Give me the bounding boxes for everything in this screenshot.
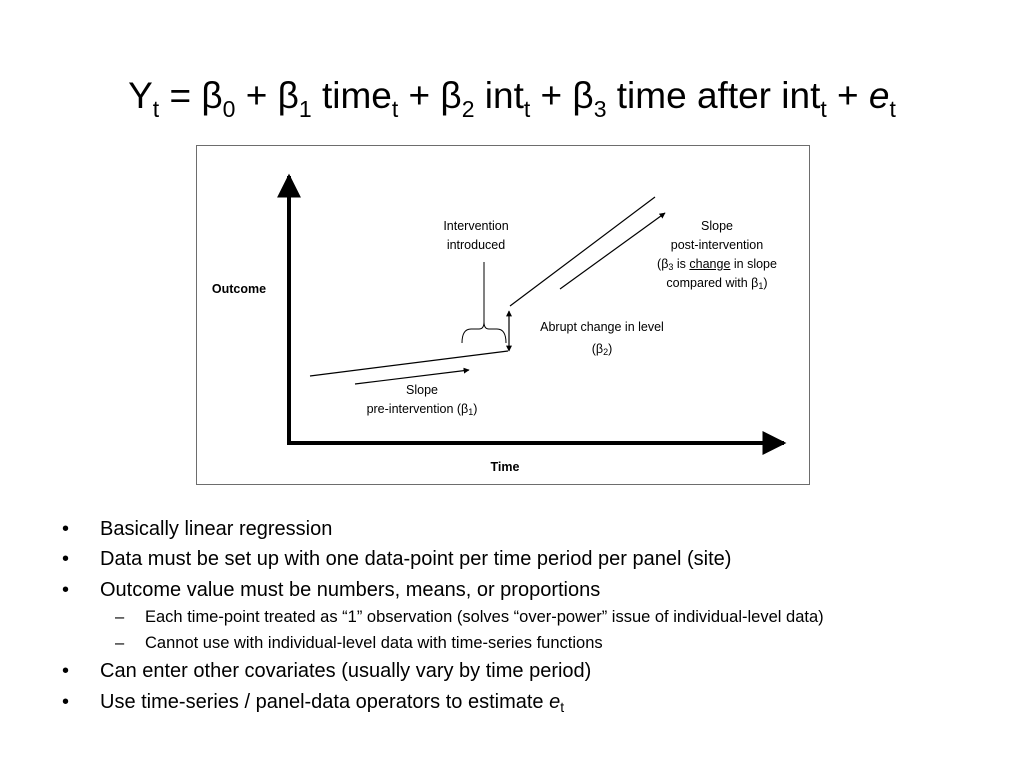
intervention-brace [462, 322, 506, 343]
title-time-sub: t [391, 96, 399, 122]
title-y: Y [128, 75, 153, 116]
bullet-item [60, 575, 1000, 605]
title-error-term: e [868, 75, 890, 116]
y-axis-label: Outcome [211, 282, 267, 296]
slope-post-line3 [642, 255, 792, 274]
bullet-text: Outcome value must be numbers, means, or proportions [100, 578, 601, 601]
title-error-sub: t [889, 96, 896, 122]
slope-post-line1: Slope [701, 219, 733, 233]
slope-pre-line2-b: ) [473, 402, 478, 416]
bullet-marker: • [62, 660, 70, 683]
title-int: int [474, 75, 524, 116]
x-axis-label: Time [490, 460, 520, 474]
bullet-error-term: e [549, 690, 561, 713]
slope-pre-line2-sub: 1 [468, 407, 474, 417]
slope-pre-line2-a: pre-intervention (β [366, 402, 469, 416]
title-int-sub: t [523, 96, 531, 122]
slide-title-equation [0, 72, 1024, 120]
pre-intervention-line [310, 351, 508, 376]
title-beta1-sub: 1 [298, 96, 312, 122]
its-diagram-svg [197, 146, 811, 486]
abrupt-change-label [522, 318, 682, 359]
slope-post-line4-a: compared with β [666, 276, 759, 290]
title-eq: = β [159, 75, 223, 116]
abrupt-change-line2 [522, 340, 682, 359]
bullet-item [60, 687, 1000, 717]
bullet-list [60, 514, 1000, 717]
sub-bullet-item [60, 631, 1000, 657]
bullet-text: Use time-series / panel-data operators to estimate [100, 690, 550, 713]
slope-post-line3-sub: 3 [668, 262, 674, 272]
bullet-marker: • [62, 690, 70, 713]
bullet-item [60, 514, 1000, 544]
abrupt-line2-a: (β [591, 342, 604, 356]
title-y-sub: t [152, 96, 160, 122]
slope-post-change-word: change [689, 257, 731, 271]
intervention-label-line2: introduced [446, 238, 506, 252]
title-time-after-sub: t [820, 96, 827, 122]
bullet-item [60, 544, 1000, 574]
bullet-text: Can enter other covariates (usually vary by time period) [100, 660, 592, 683]
slope-post-line4 [642, 274, 792, 293]
title-time-after: time after int [606, 75, 821, 116]
title-plus3: + β [530, 75, 594, 116]
title-beta0-sub: 0 [222, 96, 236, 122]
its-diagram [196, 145, 810, 485]
sub-bullet-text: Cannot use with individual-level data with time-series functions [145, 633, 603, 652]
title-plus2: + β [398, 75, 462, 116]
sub-bullet-text: Each time-point treated as “1” observation (solves “over-power” issue of individual-level data) [145, 608, 824, 627]
bullet-text: Basically linear regression [100, 518, 333, 540]
intervention-label-line1: Intervention [443, 219, 509, 233]
bullet-text: Data must be set up with one data-point per time period per panel (site) [100, 548, 732, 571]
slope-post-line2: post-intervention [670, 238, 764, 252]
abrupt-line2-b: ) [608, 342, 613, 356]
slope-pre-line2 [347, 400, 497, 419]
bullet-marker: • [62, 578, 70, 601]
slope-pre-line1: Slope [406, 383, 438, 397]
bullet-item [60, 656, 1000, 686]
bullet-error-sub: t [560, 698, 565, 715]
intervention-label [417, 217, 535, 255]
abrupt-change-line1: Abrupt change in level [540, 320, 664, 334]
sub-bullet-item [60, 605, 1000, 631]
slope-post-line4-b: ) [763, 276, 768, 290]
slope-post-label [642, 217, 792, 293]
slope-post-line3-b: is [673, 257, 690, 271]
sub-bullet-marker: – [115, 633, 125, 652]
slope-pre-label [347, 381, 497, 419]
slope-post-line4-sub: 1 [758, 281, 764, 291]
slope-post-line3-c: in slope [730, 257, 777, 271]
title-beta3-sub: 3 [593, 96, 607, 122]
title-beta2-sub: 2 [461, 96, 475, 122]
title-time: time [311, 75, 392, 116]
bullet-marker: • [62, 518, 70, 540]
title-plus1: + β [235, 75, 299, 116]
slope-post-line3-a: (β [657, 257, 669, 271]
bullet-marker: • [62, 548, 70, 571]
abrupt-line2-sub: 2 [603, 347, 609, 357]
title-plus4: + [826, 75, 869, 116]
sub-bullet-marker: – [115, 608, 125, 627]
